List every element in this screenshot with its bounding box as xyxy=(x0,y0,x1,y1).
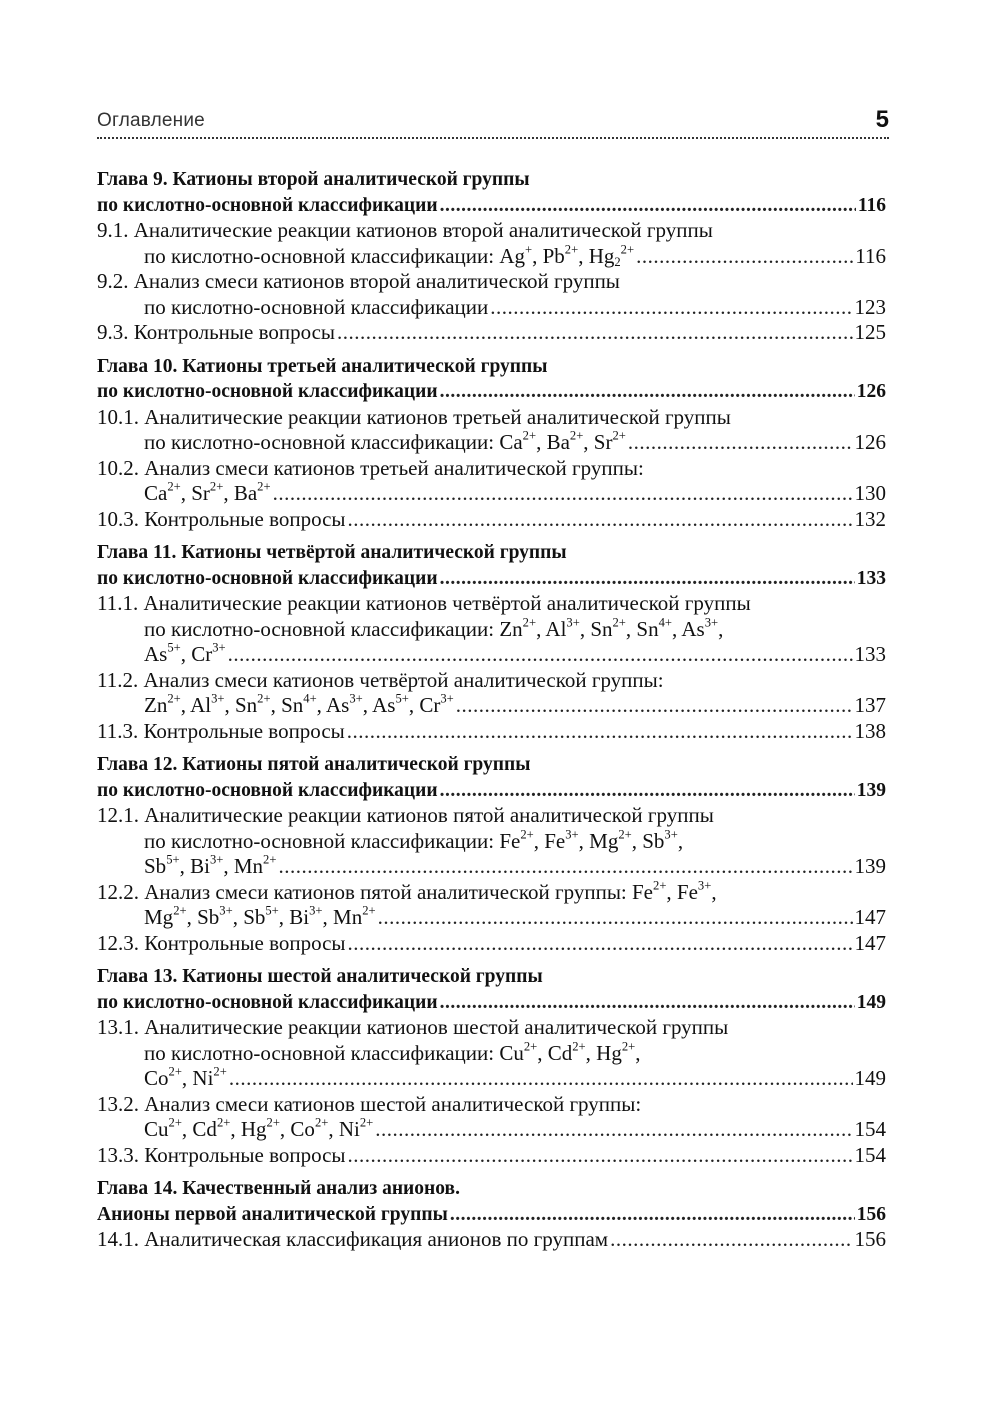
toc-chapter-title-line[interactable] xyxy=(97,540,886,566)
toc-chapter-block xyxy=(97,1176,886,1253)
dot-leader xyxy=(229,1066,853,1092)
toc-entry-text: $Zn^{2+}$, $Al^{3+}$, $Sn^{2+}$, $Sn^{4+}$, $As^{3+}$, $As^{5+}$, $Cr^{3+}$ xyxy=(144,691,454,717)
running-header xyxy=(97,104,889,144)
dot-leader xyxy=(228,642,853,668)
toc-entry-line[interactable] xyxy=(97,668,886,694)
toc-page-number: 156 xyxy=(854,1227,886,1251)
toc-entry-line[interactable] xyxy=(97,905,886,931)
toc-entry-text: 12.3. Контрольные вопросы xyxy=(97,930,346,955)
dot-leader xyxy=(610,1227,852,1253)
toc-entry-line[interactable] xyxy=(97,430,886,456)
toc-entry-text: по кислотно-основной классификации: $Fe^{2+}$, $Fe^{3+}$, $Mg^{2+}$, $Sb^{3+}$, xyxy=(144,827,684,853)
toc-entry-line[interactable] xyxy=(97,269,886,295)
toc-entry-line[interactable] xyxy=(97,405,886,431)
toc-page-number: 116 xyxy=(855,243,886,268)
toc-page-number: 149 xyxy=(856,991,886,1013)
toc-entry-text: 10.3. Контрольные вопросы xyxy=(97,506,346,531)
toc-chapter-title-line[interactable] xyxy=(97,990,886,1016)
toc-entry-text: Глава 13. Катионы шестой аналитической группы xyxy=(97,966,543,987)
toc-entry-line[interactable] xyxy=(97,1227,886,1253)
toc-entry-text: по кислотно-основной классификации: $Cu^{2+}$, $Cd^{2+}$, $Hg^{2+}$, xyxy=(144,1039,641,1065)
toc-page-number: 116 xyxy=(857,194,886,216)
toc-entry-line[interactable] xyxy=(97,1092,886,1118)
dot-leader xyxy=(628,430,853,456)
toc-entry-line[interactable] xyxy=(97,1066,886,1092)
toc-page-number: 130 xyxy=(854,481,886,505)
toc-page-number: 138 xyxy=(854,718,886,743)
toc-page-number: 133 xyxy=(856,567,886,589)
toc-page-number: 147 xyxy=(854,930,886,955)
toc-entry-text: по кислотно-основной классификации xyxy=(97,779,438,801)
toc-page-number: 126 xyxy=(854,430,886,454)
dot-leader xyxy=(375,1117,852,1143)
dot-leader xyxy=(636,244,853,270)
dot-leader xyxy=(456,693,853,719)
toc-entry-text: 13.2. Анализ смеси катионов шестой аналитической группы: xyxy=(97,1091,642,1116)
toc-entry-text: Глава 11. Катионы четвёртой аналитической группы xyxy=(97,542,567,563)
toc-page-number: 154 xyxy=(854,1142,886,1167)
toc-entry-line[interactable] xyxy=(97,642,886,668)
toc-chapter-block xyxy=(97,540,886,744)
toc-entry-line[interactable] xyxy=(97,456,886,482)
toc-entry-text: $Co^{2+}$, $Ni^{2+}$ xyxy=(144,1064,227,1090)
toc-chapter-title-line[interactable] xyxy=(97,566,886,592)
toc-chapter-title-line[interactable] xyxy=(97,1176,886,1202)
toc-entry-text: 10.1. Аналитические реакции катионов третьей аналитической группы xyxy=(97,404,731,429)
toc-entry-text: Анионы первой аналитической группы xyxy=(97,1203,448,1225)
toc-page-number: 126 xyxy=(856,381,886,402)
page-number: 5 xyxy=(875,106,889,133)
toc-entry-text: 11.3. Контрольные вопросы xyxy=(97,718,345,743)
header-dotted-rule xyxy=(97,137,889,139)
toc-page-number: 147 xyxy=(854,905,886,929)
toc-entry-line[interactable] xyxy=(97,1143,886,1169)
dot-leader xyxy=(440,566,855,592)
toc-entry-text: 12.1. Аналитические реакции катионов пятой аналитической группы xyxy=(97,803,714,827)
toc-entry-text: по кислотно-основной классификации: $Ca^{2+}$, $Ba^{2+}$, $Sr^{2+}$ xyxy=(144,428,626,454)
toc-chapter-block xyxy=(97,964,886,1168)
toc-page-number: 125 xyxy=(854,320,886,344)
toc-entry-text: по кислотно-основной классификации: $Zn^{2+}$, $Al^{3+}$, $Sn^{2+}$, $Sn^{4+}$, $As^{3+}$, xyxy=(144,615,724,641)
toc-entry-line[interactable] xyxy=(97,591,886,617)
dot-leader xyxy=(348,931,853,957)
toc-page-number: 123 xyxy=(854,294,886,319)
toc-entry-text: 11.2. Анализ смеси катионов четвёртой аналитической группы: xyxy=(97,667,664,692)
toc-entry-line[interactable] xyxy=(97,693,886,719)
toc-chapter-title-line[interactable] xyxy=(97,193,886,219)
toc-entry-line[interactable] xyxy=(97,854,886,880)
toc-entry-text: $Ca^{2+}$, $Sr^{2+}$, $Ba^{2+}$ xyxy=(144,479,271,505)
toc-chapter-title-line[interactable] xyxy=(97,964,886,990)
toc-entry-line[interactable] xyxy=(97,1015,886,1041)
toc-entry-text: 13.1. Аналитические реакции катионов шестой аналитической группы xyxy=(97,1015,729,1039)
toc-chapter-block xyxy=(97,752,886,956)
toc-entry-line[interactable] xyxy=(97,617,886,643)
toc-entry-line[interactable] xyxy=(97,295,886,321)
toc-entry-text: Глава 12. Катионы пятой аналитической группы xyxy=(97,754,531,775)
toc-page-number: 137 xyxy=(854,693,886,717)
toc-entry-text: по кислотно-основной классификации: Ag+, $Pb^{2+}$, $Hg_2^{2+}$ xyxy=(144,242,635,269)
toc-entry-line[interactable] xyxy=(97,829,886,855)
running-header-title: Оглавление xyxy=(97,110,205,131)
toc-entry-text: $Sb^{5+}$, $Bi^{3+}$, $Mn^{2+}$ xyxy=(144,852,277,878)
dot-leader xyxy=(450,1202,855,1228)
toc-entry-text: $Cu^{2+}$, $Cd^{2+}$, $Hg^{2+}$, $Co^{2+}$, $Ni^{2+}$ xyxy=(144,1115,374,1141)
toc-entry-line[interactable] xyxy=(97,1117,886,1143)
dot-leader xyxy=(273,481,853,507)
dot-leader xyxy=(378,905,853,931)
toc-entry-text: 10.2. Анализ смеси катионов третьей аналитической группы: xyxy=(97,455,644,480)
toc-chapter-title-line[interactable] xyxy=(97,778,886,804)
toc-entry-text: по кислотно-основной классификации xyxy=(97,567,438,589)
toc-entry-text: Глава 10. Катионы третьей аналитической группы xyxy=(97,355,548,377)
dot-leader xyxy=(440,379,855,405)
toc-page-number: 154 xyxy=(854,1117,886,1141)
toc-chapter-title-line[interactable] xyxy=(97,752,886,778)
toc-entry-text: 9.3. Контрольные вопросы xyxy=(97,320,336,344)
toc-chapter-block xyxy=(97,354,886,533)
toc-entry-text: $Mg^{2+}$, $Sb^{3+}$, $Sb^{5+}$, $Bi^{3+}$, $Mn^{2+}$ xyxy=(144,903,376,929)
toc-entry-line[interactable] xyxy=(97,244,886,270)
toc-chapter-block xyxy=(97,167,886,346)
toc-entry-line[interactable] xyxy=(97,507,886,533)
toc-entry-line[interactable] xyxy=(97,481,886,507)
dot-leader xyxy=(440,193,856,219)
toc-entry-text: Глава 14. Качественный анализ анионов. xyxy=(97,1178,460,1199)
toc-page-number: 132 xyxy=(854,506,886,531)
toc-entry-text: 12.2. Анализ смеси катионов пятой аналитической группы: $Fe^{2+}$, $Fe^{3+}$, xyxy=(97,878,717,904)
toc-entry-text: 9.2. Анализ смеси катионов второй аналитической группы xyxy=(97,269,620,293)
dot-leader xyxy=(337,320,852,346)
dot-leader xyxy=(347,719,853,745)
toc-entry-line[interactable] xyxy=(97,803,886,829)
toc-entry-text: 11.1. Аналитические реакции катионов четвёртой аналитической группы xyxy=(97,591,751,615)
dot-leader xyxy=(440,778,855,804)
toc-page-number: 133 xyxy=(854,642,886,666)
dot-leader xyxy=(490,295,852,321)
dot-leader xyxy=(348,1143,853,1169)
toc-entry-line[interactable] xyxy=(97,320,886,346)
toc-entry-text: по кислотно-основной классификации xyxy=(97,991,438,1013)
table-of-contents xyxy=(97,167,886,1261)
toc-entry-line[interactable] xyxy=(97,931,886,957)
toc-chapter-title-line[interactable] xyxy=(97,167,886,193)
toc-entry-text: по кислотно-основной классификации xyxy=(144,294,489,319)
toc-entry-text: Глава 9. Катионы второй аналитической группы xyxy=(97,169,530,190)
dot-leader xyxy=(440,990,855,1016)
toc-entry-line[interactable] xyxy=(97,1041,886,1067)
toc-entry-text: по кислотно-основной классификации xyxy=(97,381,438,402)
toc-entry-line[interactable] xyxy=(97,880,886,906)
toc-entry-text: $As^{5+}$, $Cr^{3+}$ xyxy=(144,640,226,666)
toc-chapter-title-line[interactable] xyxy=(97,379,886,405)
toc-entry-text: 9.1. Аналитические реакции катионов второй аналитической группы xyxy=(97,218,713,242)
toc-page-number: 139 xyxy=(854,854,886,878)
toc-page-number: 156 xyxy=(856,1203,886,1225)
toc-chapter-title-line[interactable] xyxy=(97,1202,886,1228)
toc-entry-text: по кислотно-основной классификации xyxy=(97,194,438,216)
dot-leader xyxy=(348,507,853,533)
toc-entry-line[interactable] xyxy=(97,218,886,244)
toc-entry-line[interactable] xyxy=(97,719,886,745)
toc-page-number: 139 xyxy=(856,779,886,801)
toc-page-number: 149 xyxy=(854,1066,886,1090)
toc-entry-text: 14.1. Аналитическая классификация анионов по группам xyxy=(97,1227,609,1251)
toc-chapter-title-line[interactable] xyxy=(97,354,886,380)
dot-leader xyxy=(278,854,852,880)
toc-entry-text: 13.3. Контрольные вопросы xyxy=(97,1142,346,1167)
